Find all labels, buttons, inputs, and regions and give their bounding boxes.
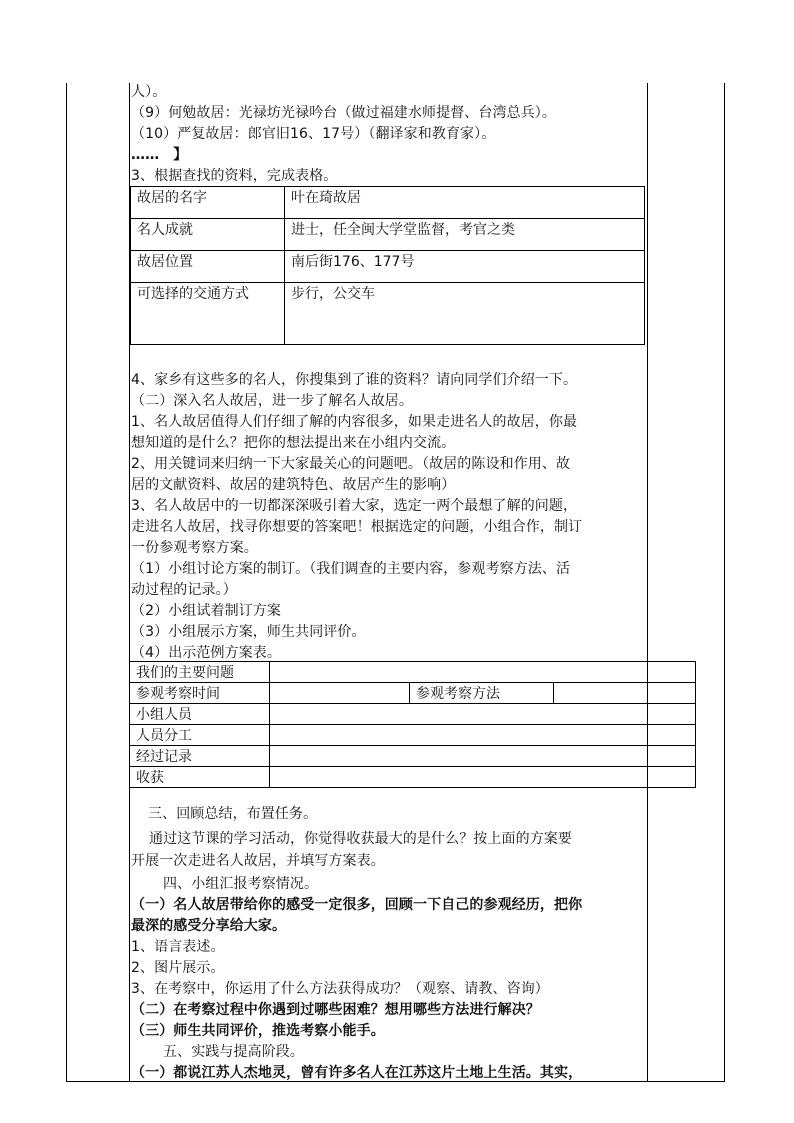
- info-table-value: 步行，公交车: [285, 283, 645, 345]
- text-line: 2、图片展示。: [131, 960, 225, 976]
- text-line: 走进名人故居，找寻你想要的答案吧！根据选定的问题，小组合作，制订: [131, 519, 583, 535]
- info-table-label: 故居的名字: [131, 187, 285, 219]
- text-line: 居的文献资料、故居的建筑特色、故居产生的影响）: [131, 477, 456, 493]
- text-line: （二）深入名人故居，进一步了解名人故居。: [131, 393, 413, 409]
- plan-table-label: 参观考察方法: [410, 683, 554, 704]
- plan-table-label: 参观考察时间: [130, 683, 270, 704]
- info-table-value: 叶在琦故居: [285, 187, 645, 219]
- text-line: 1、语言表述。: [131, 939, 225, 955]
- plan-table-label: 人员分工: [130, 725, 270, 746]
- text-line: 4、家乡有这些多的名人，你搜集到了谁的资料？请向同学们介绍一下。: [131, 372, 578, 388]
- text-line: （10）严复故居：郎官旧16、17号）（翻译家和教育家）。: [131, 126, 496, 142]
- text-line: 动过程的记录。）: [131, 582, 237, 598]
- text-line: （4）出示范例方案表。: [131, 645, 282, 661]
- info-table-label: 名人成就: [131, 219, 285, 251]
- info-table: [130, 186, 645, 345]
- text-line: 最深的感受分享给大家。: [131, 918, 287, 934]
- text-line: 1、名人故居值得人们仔细了解的内容很多，如果走进名人的故居，你最: [131, 414, 578, 430]
- text-line: 3、在考察中，你运用了什么方法获得成功？（观察、请教、咨询）: [131, 981, 549, 997]
- text-line: （二）在考察过程中你遇到过哪些困难？想用哪些方法进行解决？: [131, 1002, 540, 1018]
- text-line: …… 】: [131, 147, 188, 163]
- text-line: 通过这节课的学习活动，你觉得收获最大的是什么？按上面的方案要: [149, 831, 572, 847]
- plan-table-cell: [270, 725, 696, 746]
- text-line: 人）。: [131, 84, 167, 100]
- info-table-label: 故居位置: [131, 251, 285, 283]
- text-line: 3、名人故居中的一切都深深吸引着大家，选定一两个最想了解的问题，: [131, 498, 578, 514]
- section-heading: 三、回顾总结，布置任务。: [148, 806, 318, 822]
- text-line: （一）都说江苏人杰地灵，曾有许多名人在江苏这片土地上生活。其实，: [131, 1065, 583, 1081]
- plan-table-label: 经过记录: [130, 746, 270, 767]
- text-line: 2、用关键词来归纳一下大家最关心的问题吧。（故居的陈设和作用、故: [131, 456, 571, 472]
- text-line: 一份参观考察方案。: [131, 540, 258, 556]
- section-heading: 四、小组汇报考察情况。: [163, 876, 319, 892]
- plan-table-cell: [270, 767, 696, 788]
- text-line: （2）小组试着制订方案: [131, 603, 282, 619]
- text-line: （1）小组讨论方案的制订。（我们调查的主要内容，参观考察方法、活: [131, 561, 571, 577]
- plan-table-cell: [270, 662, 696, 683]
- plan-table-label: 小组人员: [130, 704, 270, 725]
- text-line: （3）小组展示方案，师生共同评价。: [131, 624, 366, 640]
- text-line: 开展一次走进名人故居，并填写方案表。: [131, 853, 385, 869]
- section-heading: 五、实践与提高阶段。: [163, 1044, 304, 1060]
- text-line: （9）何勉故居：光禄坊光禄吟台（做过福建水师提督、台湾总兵）。: [131, 105, 557, 121]
- plan-table-cell: [270, 704, 696, 725]
- info-table-label: 可选择的交通方式: [131, 283, 285, 345]
- plan-table: [129, 661, 696, 788]
- plan-table-cell: [554, 683, 696, 704]
- plan-table-label: 收获: [130, 767, 270, 788]
- plan-table-cell: [270, 683, 410, 704]
- text-line: （一）名人故居带给你的感受一定很多，回顾一下自己的参观经历，把你: [131, 897, 583, 913]
- right-column-divider: [647, 83, 648, 1081]
- info-table-value: 南后街176、177号: [285, 251, 645, 283]
- text-line: 想知道的是什么？把你的想法提出来在小组内交流。: [131, 435, 456, 451]
- text-line: （三）师生共同评价，推选考察小能手。: [131, 1023, 385, 1039]
- text-line: 3、根据查找的资料，完成表格。: [131, 168, 338, 184]
- plan-table-cell: [270, 746, 696, 767]
- plan-table-label: 我们的主要问题: [130, 662, 270, 683]
- info-table-value: 进士，任全闽大学堂监督，考官之类: [285, 219, 645, 251]
